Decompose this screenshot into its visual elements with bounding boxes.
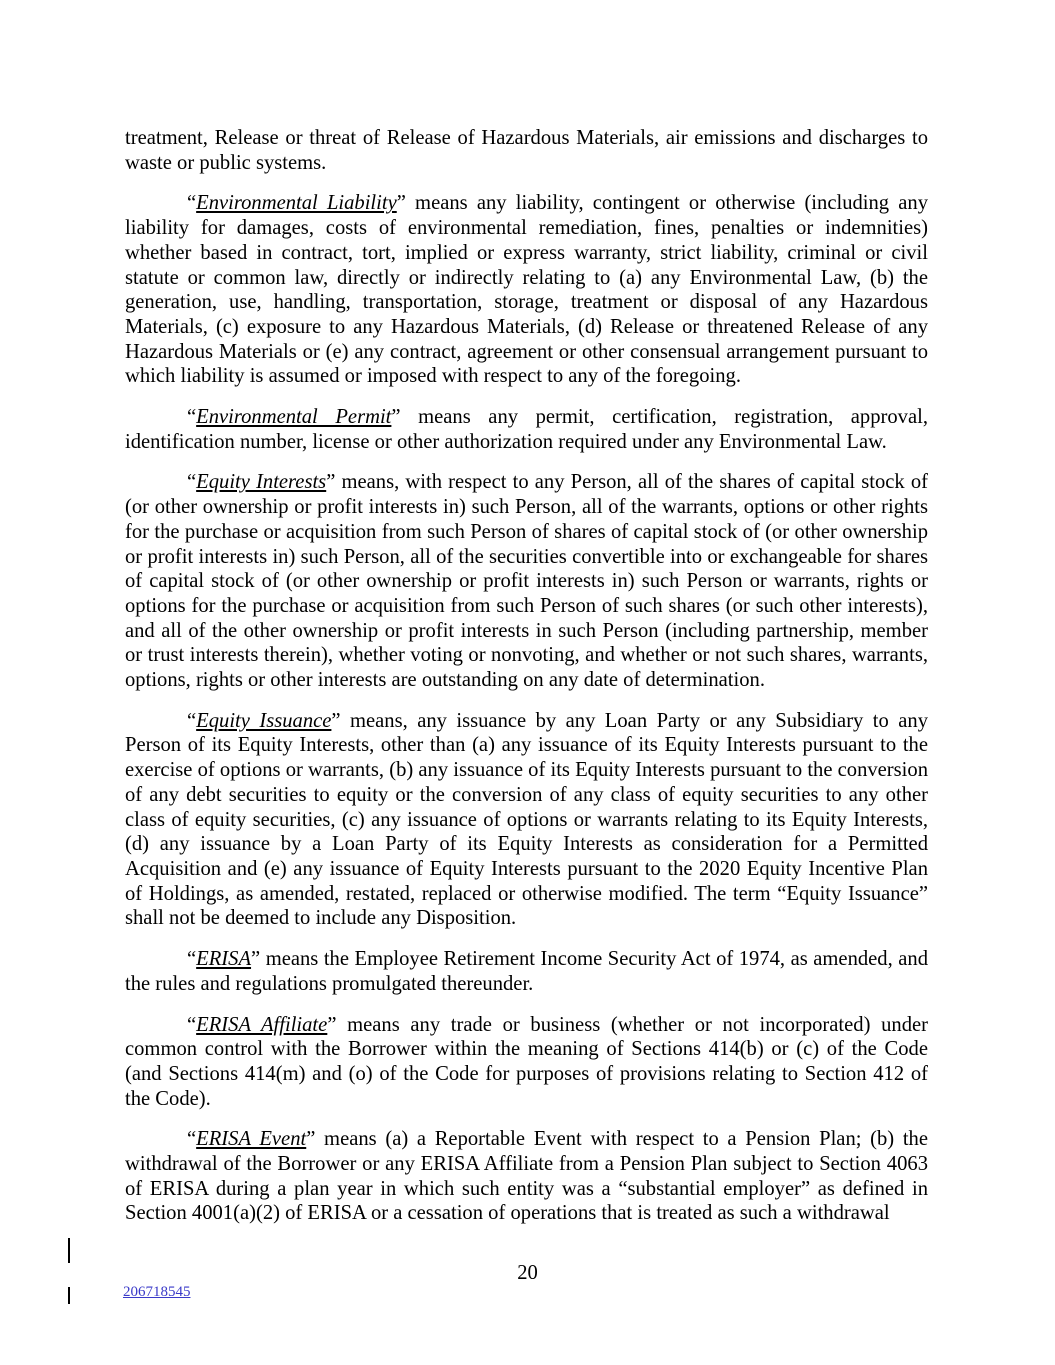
definition-erisa-event <box>125 1127 928 1226</box>
open-quote: “ <box>187 709 197 732</box>
change-bar-2 <box>68 1287 70 1304</box>
definition-equity-issuance <box>125 709 928 931</box>
paragraph-text: treatment, Release or threat of Release of Hazardous Materials, air emissions and discharges to waste or public systems. <box>125 127 928 174</box>
defined-term: Environmental Permit <box>196 406 392 429</box>
open-quote: “ <box>187 192 197 215</box>
defined-term: Environmental Liability <box>196 192 397 215</box>
doc-number-link[interactable]: 206718545 <box>123 1284 191 1300</box>
defined-term: ERISA Affiliate <box>196 1013 328 1036</box>
definition-environmental-liability <box>125 191 928 389</box>
change-bar-1 <box>68 1238 70 1263</box>
page-body-text <box>125 126 928 1242</box>
definition-text: ” means (a) a Reportable Event with respect to a Pension Plan; (b) the withdrawal of the Borrower or any ERISA Affiliate from a Pension Plan subject to Section 4063 of ERISA during a plan year in which such entity was a “substantial employer” as defined in Section 4001(a)(2) of ERISA or a cessation of operations that is treated as such a withdrawal <box>125 1128 928 1225</box>
definition-erisa-affiliate <box>125 1013 928 1112</box>
defined-term: ERISA <box>196 948 252 971</box>
definition-environmental-permit <box>125 405 928 454</box>
paragraph-continuation <box>125 126 928 175</box>
defined-term: ERISA Event <box>196 1128 307 1151</box>
open-quote: “ <box>187 406 197 429</box>
definition-equity-interests <box>125 470 928 692</box>
definition-text: ” means, with respect to any Person, all of the shares of capital stock of (or other ownership or profit interests in) such Person, all of the warrants, options or other rights for the purchase or acquisition from such Person of shares of capital stock of (or other ownership or profit interests in) such Person, all of the securities convertible into or exchangeable for shares of capital stock of (or other ownership or profit interests in) such Person or warrants, rights or options for the purchase or acquisition from such Person of such shares (or such other interests), and all of the other ownership or profit interests in such Person (including partnership, member or trust interests therein), whether voting or nonvoting, and whether or not such shares, warrants, options, rights or other interests are outstanding on any date of determination. <box>125 471 928 692</box>
definition-erisa <box>125 947 928 996</box>
definition-text: ” means the Employee Retirement Income Security Act of 1974, as amended, and the rules and regulations promulgated thereunder. <box>125 948 928 995</box>
defined-term: Equity Interests <box>196 471 327 494</box>
definition-text: ” means any liability, contingent or otherwise (including any liability for damages, costs of environmental remediation, fines, penalties or indemnities) whether based in contract, tort, implied or express warranty, strict liability, criminal or civil statute or common law, directly or indirectly relating to (a) any Environmental Law, (b) the generation, use, handling, transportation, storage, treatment or disposal of any Hazardous Materials, (c) exposure to any Hazardous Materials, (d) Release or threatened Release of any Hazardous Materials or (e) any contract, agreement or other consensual arrangement pursuant to which liability is assumed or imposed with respect to any of the foregoing. <box>125 192 929 388</box>
open-quote: “ <box>187 1128 197 1151</box>
definition-text: ” means any permit, certification, registration, approval, identification number, license or other authorization required under any Environmental Law. <box>125 406 928 453</box>
definition-text: ” means any trade or business (whether or not incorporated) under common control with the Borrower within the meaning of Sections 414(b) or (c) of the Code (and Sections 414(m) and (o) of the Code for purposes of provisions relating to Section 412 of the Code). <box>125 1013 928 1110</box>
open-quote: “ <box>187 471 197 494</box>
definition-text: ” means, any issuance by any Loan Party or any Subsidiary to any Person of its Equity Interests, other than (a) any issuance of its Equity Interests pursuant to the exercise of options or warrants, (b) any issuance of its Equity Interests pursuant to the conversion of any debt securities to equity or the conversion of any class of equity securities to any other class of equity securities, (c) any issuance of options or warrants relating to its Equity Interests, (d) any issuance by a Loan Party of its Equity Interests as consideration for a Permitted Acquisition and (e) any issuance of Equity Interests pursuant to the 2020 Equity Incentive Plan of Holdings, as amended, restated, replaced or otherwise modified. The term “Equity Issuance” shall not be deemed to include any Disposition. <box>125 709 928 930</box>
page-number: 20 <box>517 1262 538 1284</box>
defined-term: Equity Issuance <box>196 709 332 732</box>
open-quote: “ <box>187 1013 197 1036</box>
open-quote: “ <box>187 948 197 971</box>
